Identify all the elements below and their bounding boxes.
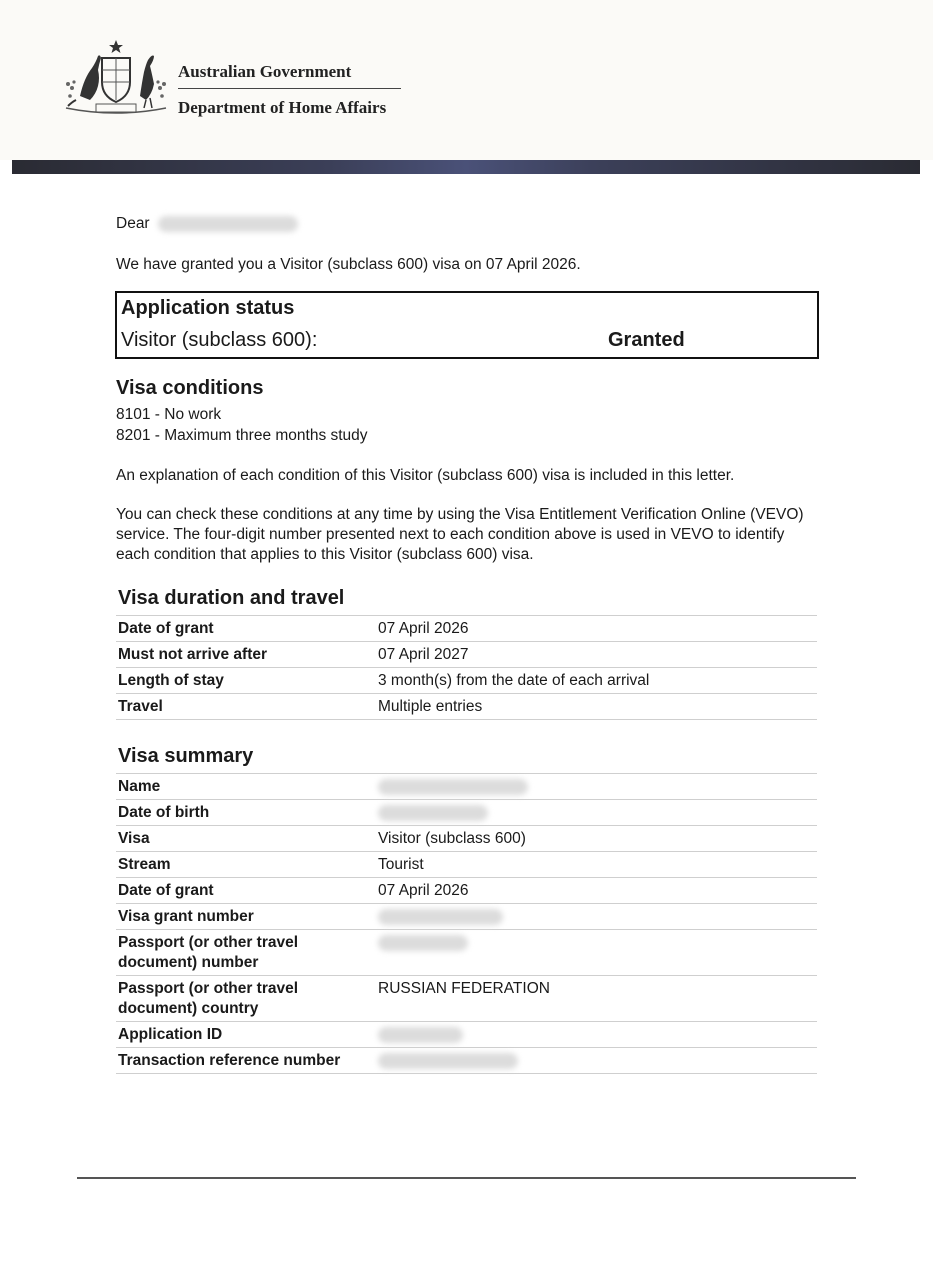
redacted-value [378, 909, 503, 925]
table-row [116, 825, 817, 851]
table-row [116, 693, 817, 720]
row-value [378, 1022, 817, 1047]
visa-summary-heading: Visa summary [118, 745, 254, 767]
redacted-value [378, 779, 528, 795]
redacted-value [378, 935, 468, 951]
row-label: Passport (or other travel document) number [118, 934, 299, 971]
condition-item: 8101 - No work [116, 406, 222, 423]
row-label: Travel [118, 698, 163, 715]
table-row [116, 615, 817, 641]
redacted-value [378, 1027, 463, 1043]
row-label: Date of grant [118, 882, 214, 899]
row-value [378, 774, 817, 799]
row-value: Multiple entries [378, 698, 483, 715]
status-title: Application status [121, 297, 295, 319]
coat-of-arms-icon [62, 38, 170, 120]
row-label: Must not arrive after [118, 646, 268, 663]
letter-header [0, 0, 933, 160]
row-value: Visitor (subclass 600) [378, 830, 526, 847]
greeting-line [116, 214, 298, 234]
application-status-box [115, 291, 819, 359]
row-value: 07 April 2026 [378, 882, 469, 899]
duration-table [116, 615, 817, 720]
redacted-name [158, 216, 298, 232]
header-band [12, 160, 920, 174]
redacted-value [378, 805, 488, 821]
table-row [116, 1021, 817, 1047]
status-value: Granted [608, 329, 685, 351]
conditions-explanation: An explanation of each condition of this Visitor (subclass 600) visa is included in this letter. [116, 467, 735, 484]
row-label: Name [118, 778, 161, 795]
department-name: Department of Home Affairs [178, 98, 387, 117]
row-value: 07 April 2026 [378, 620, 469, 637]
summary-table [116, 773, 817, 1074]
header-divider [178, 88, 401, 89]
row-label: Visa [118, 830, 150, 847]
status-label: Visitor (subclass 600): [121, 329, 318, 351]
row-label: Application ID [118, 1026, 223, 1043]
row-label: Stream [118, 856, 171, 873]
table-row [116, 877, 817, 903]
row-label: Length of stay [118, 672, 224, 689]
row-value: RUSSIAN FEDERATION [378, 980, 550, 997]
government-name: Australian Government [178, 62, 352, 81]
row-value [378, 904, 817, 929]
visa-duration-heading: Visa duration and travel [118, 587, 345, 609]
greeting: Dear [116, 215, 150, 232]
table-row [116, 667, 817, 693]
row-label: Transaction reference number [118, 1052, 341, 1069]
visa-conditions-heading: Visa conditions [116, 377, 264, 399]
table-row [116, 773, 817, 799]
vevo-paragraph: You can check these conditions at any time by using the Visa Entitlement Verification Online (VEVO) service. The four-digit number presented next to each condition above is used in VEVO to identify each condition that applies to this Visitor (subclass 600) visa. [116, 506, 804, 563]
row-label: Visa grant number [118, 908, 254, 925]
table-row [116, 903, 817, 929]
table-row [116, 851, 817, 877]
row-value [378, 930, 817, 955]
row-value: Tourist [378, 856, 424, 873]
row-label: Passport (or other travel document) country [118, 980, 299, 1017]
table-row [116, 929, 817, 975]
footer-divider [77, 1177, 856, 1179]
row-value: 3 month(s) from the date of each arrival [378, 672, 650, 689]
condition-item: 8201 - Maximum three months study [116, 427, 368, 444]
row-label: Date of birth [118, 804, 210, 821]
redacted-value [378, 1053, 518, 1069]
table-row [116, 641, 817, 667]
row-label: Date of grant [118, 620, 214, 637]
granted-sentence: We have granted you a Visitor (subclass 600) visa on 07 April 2026. [116, 256, 581, 273]
row-value: 07 April 2027 [378, 646, 469, 663]
row-value [378, 1048, 817, 1073]
row-value [378, 800, 817, 825]
conditions-list [116, 404, 368, 446]
table-row [116, 799, 817, 825]
table-row [116, 975, 817, 1021]
table-row [116, 1047, 817, 1074]
